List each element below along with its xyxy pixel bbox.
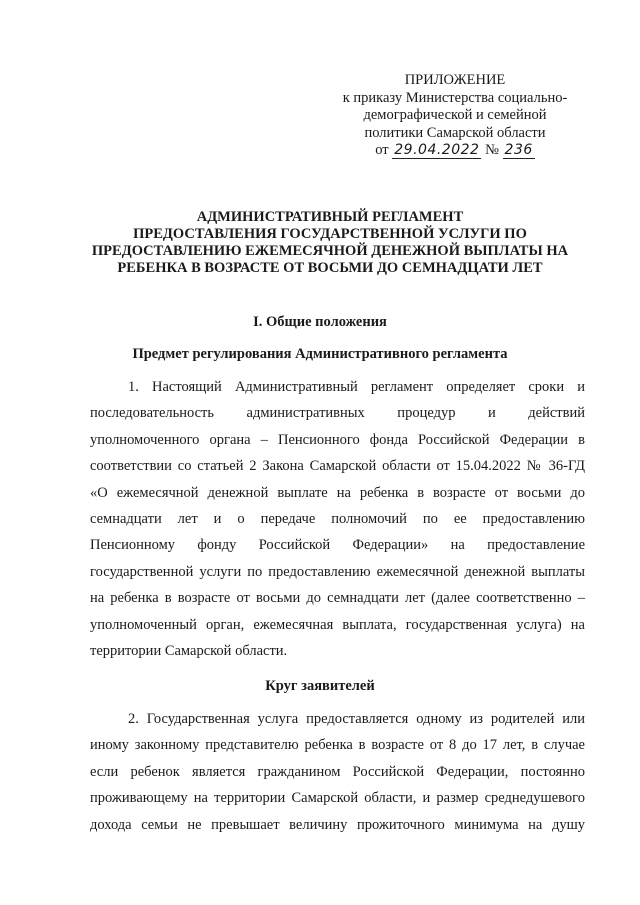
paragraph-line: Пенсионному фонду Российской Федерации» на предоставление — [90, 537, 585, 554]
paragraph-line: на ребенка в возрасте от восьми до семнадцати лет (далее соответственно – — [90, 590, 585, 607]
document-title-line: РЕБЕНКА В ВОЗРАСТЕ ОТ ВОСЬМИ ДО СЕМНАДЦАТИ ЛЕТ — [117, 260, 543, 276]
paragraph-line: «О ежемесячной денежной выплате на ребенка в возрасте от восьми до — [90, 484, 585, 501]
paragraph-line: семнадцати лет и о передаче полномочий по ее предоставлению — [90, 510, 585, 527]
date-prefix: от — [375, 142, 389, 158]
document-title-line: АДМИНИСТРАТИВНЫЙ РЕГЛАМЕНТ — [196, 209, 464, 225]
number-prefix: № — [485, 142, 499, 158]
paragraph-line: 2. Государственная услуга предоставляется одному из родителей или — [128, 711, 585, 727]
appendix-line: демографической и семейной — [363, 107, 547, 123]
document-title-line: ПРЕДОСТАВЛЕНИЮ ЕЖЕМЕСЯЧНОЙ ДЕНЕЖНОЙ ВЫПЛАТЫ НА — [91, 243, 569, 259]
paragraph-2 — [90, 706, 585, 838]
paragraph-line: соответствии со статьей 2 Закона Самарской области от 15.04.2022 № 36-ГД — [90, 458, 585, 475]
appendix-date-line — [330, 142, 580, 160]
appendix-line: к приказу Министерства социально- — [342, 89, 568, 106]
paragraph-line: государственной услуги по предоставлению ежемесячной денежной выплаты — [90, 563, 585, 580]
paragraph-line: 1. Настоящий Административный регламент определяет сроки и — [128, 379, 585, 395]
paragraph-line: иному законному представителю ребенка в возрасте от 8 до 17 лет, в случае — [90, 737, 585, 754]
handwritten-date: 29.04.2022 — [394, 142, 480, 158]
paragraph-line: уполномоченный орган, ежемесячная выплата, государственная услуга) на — [90, 616, 585, 633]
subheading-subject: Предмет регулирования Административного регламента — [132, 346, 508, 362]
handwritten-number: 236 — [504, 142, 533, 158]
paragraph-line: если ребенок является гражданином Российской Федерации, постоянно — [90, 763, 585, 780]
document-title — [80, 209, 580, 277]
appendix-line: политики Самарской области — [364, 124, 546, 141]
paragraph-line: дохода семьи не превышает величину прожиточного минимума на душу — [90, 816, 585, 833]
subheading-applicants: Круг заявителей — [265, 678, 375, 694]
paragraph-line: проживающему на территории Самарской области, и размер среднедушевого — [90, 790, 585, 807]
paragraph-line: уполномоченного органа – Пенсионного фонда Российской Федерации в — [90, 431, 585, 448]
section-heading: I. Общие положения — [253, 314, 387, 330]
paragraph-line: территории Самарской области. — [90, 642, 288, 659]
appendix-title: ПРИЛОЖЕНИЕ — [404, 72, 506, 88]
document-title-line: ПРЕДОСТАВЛЕНИЯ ГОСУДАРСТВЕННОЙ УСЛУГИ ПО — [133, 226, 527, 242]
paragraph-1 — [90, 374, 585, 664]
paragraph-line: последовательность административных процедур и действий — [90, 405, 585, 422]
appendix-block — [330, 72, 580, 160]
